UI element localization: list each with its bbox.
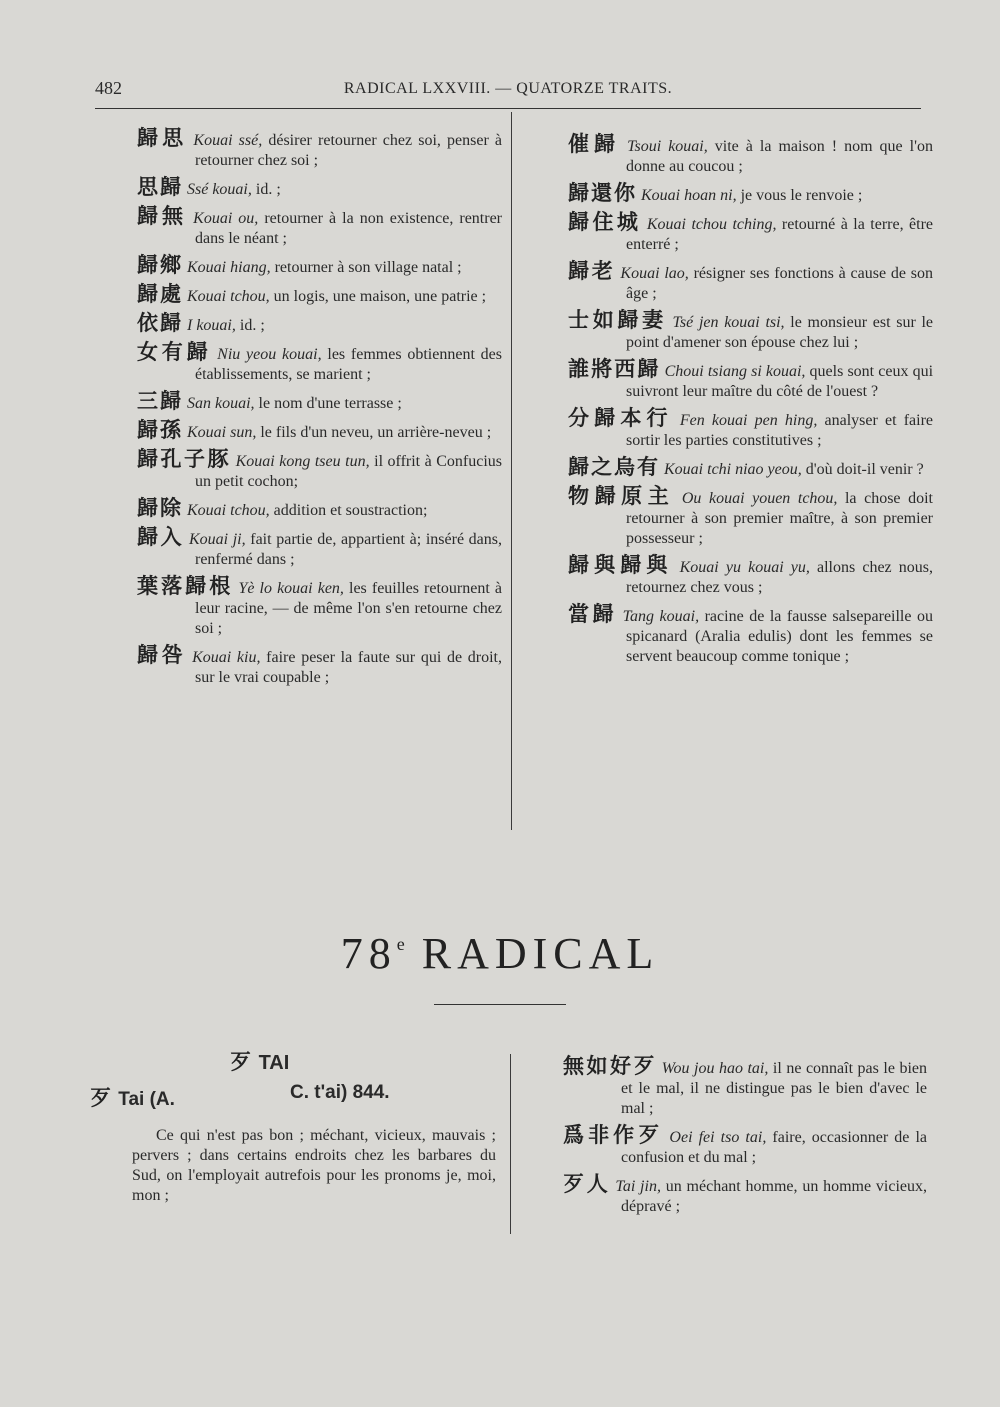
entry-definition: faire, occasionner de la confusion et du mal ; — [621, 1129, 928, 1166]
right-column — [568, 134, 933, 673]
tai-subheading — [90, 1082, 490, 1112]
dictionary-entry — [568, 408, 933, 451]
entry-hanzi: 女有歸 — [137, 340, 212, 364]
entry-hanzi: 歸入 — [137, 525, 185, 549]
entry-definition: allons chez nous, retournez chez vous ; — [626, 559, 933, 596]
entry-romanization: Oei fei tso tai, — [669, 1129, 767, 1146]
entry-romanization: Kouai tchou tching, — [646, 216, 777, 233]
entry-definition: id. ; — [235, 317, 265, 334]
dictionary-entry — [137, 498, 502, 521]
entry-hanzi: 葉落歸根 — [137, 574, 234, 598]
entry-definition: analyser et faire sortir les parties constitutives ; — [626, 412, 934, 449]
entry-hanzi: 催歸 — [568, 132, 621, 156]
entry-hanzi: 歸處 — [137, 282, 183, 306]
entry-definition: le fils d'un neveu, un arrière-neveu ; — [256, 424, 492, 441]
dictionary-entry — [137, 391, 502, 414]
entry-hanzi: 士如歸妻 — [568, 308, 667, 332]
dictionary-entry — [137, 420, 502, 443]
entry-definition: retourné à la terre, être enterré ; — [626, 216, 934, 253]
entry-romanization: Kouai lao, — [620, 265, 689, 282]
dictionary-entry — [568, 310, 933, 353]
entry-romanization: Choui tsiang si kouai, — [664, 363, 806, 380]
tai-entries-column — [563, 1056, 927, 1223]
tai-hanzi: 歹 — [230, 1050, 253, 1074]
entry-romanization: Ou kouai youen tchou, — [681, 490, 838, 507]
entry-definition: les femmes obtiennent des établissements, se marient ; — [195, 346, 503, 383]
entry-hanzi: 無如好歹 — [563, 1054, 658, 1078]
header-title: RADICAL LXXVIII. — QUATORZE TRAITS. — [343, 80, 673, 97]
entry-romanization: Kouai ji, — [188, 531, 246, 548]
tai-sub-code: C. t'ai) 844. — [290, 1082, 390, 1103]
entry-definition: il ne connaît pas le bien et le mal, il ne distingue pas le bien d'avec le mal ; — [621, 1060, 928, 1117]
entry-hanzi: 物歸原主 — [568, 484, 675, 508]
entry-definition: un logis, une maison, une patrie ; — [269, 288, 487, 305]
entry-definition: désirer retourner chez soi, penser à retourner chez soi ; — [195, 132, 503, 169]
entry-hanzi: 思歸 — [137, 175, 183, 199]
entry-romanization: Kouai kiu, — [192, 649, 261, 666]
entry-romanization: Tang kouai, — [622, 608, 700, 625]
entry-hanzi: 歸無 — [137, 204, 188, 228]
entry-definition: la chose doit retourner à son premier maître, à son premier possesseur ; — [626, 490, 933, 547]
dictionary-entry — [563, 1174, 927, 1217]
entry-romanization: Kouai ssé, — [193, 132, 263, 149]
entry-definition: le monsieur est sur le point d'amener son épouse chez lui ; — [626, 314, 934, 351]
entry-definition: il offrit à Confucius un petit cochon; — [195, 453, 503, 490]
entry-hanzi: 爲非作歹 — [563, 1123, 664, 1147]
dictionary-entry — [568, 212, 933, 255]
entry-hanzi: 歸除 — [137, 496, 183, 520]
dictionary-entry — [137, 576, 502, 639]
entry-hanzi: 歸住城 — [568, 210, 642, 234]
dictionary-entry — [568, 604, 933, 667]
entry-definition: je vous le renvoie ; — [736, 187, 863, 204]
tai-sub-hanzi: 歹 — [90, 1086, 113, 1110]
entry-romanization: Kouai hiang, — [187, 259, 271, 276]
dictionary-entry — [568, 134, 933, 177]
radical-section-title — [0, 928, 1000, 979]
dictionary-entry — [568, 183, 933, 206]
dictionary-entry — [137, 527, 502, 570]
entry-romanization: Niu yeou kouai, — [217, 346, 322, 363]
entry-hanzi: 歸還你 — [568, 181, 637, 205]
entry-definition: addition et soustraction; — [269, 502, 428, 519]
entry-hanzi: 歸思 — [137, 126, 188, 150]
entry-definition: faire peser la faute sur qui de droit, sur le vrai coupable ; — [195, 649, 503, 686]
tai-description: Ce qui n'est pas bon ; méchant, vicieux, mauvais ; pervers ; dans certains endroits chez les barbares du Sud, on l'employait autrefois pour les pronoms je, moi, mon ; — [132, 1127, 496, 1204]
dictionary-entry — [568, 359, 933, 402]
dictionary-entry — [137, 255, 502, 278]
entry-hanzi: 歸鄉 — [137, 253, 183, 277]
entry-hanzi: 分歸本行 — [568, 406, 673, 430]
entry-romanization: Wou jou hao tai, — [661, 1060, 769, 1077]
entry-romanization: I kouai, — [187, 317, 236, 334]
dictionary-entry — [137, 449, 502, 492]
entry-definition: id. ; — [251, 181, 281, 198]
tai-heading — [230, 1046, 289, 1076]
entry-hanzi: 歸之烏有 — [568, 455, 660, 479]
entry-romanization: Tsoui kouai, — [627, 138, 708, 155]
entry-hanzi: 歸老 — [568, 259, 616, 283]
left-column — [137, 128, 502, 694]
entry-definition: retourner à son village natal ; — [270, 259, 462, 276]
entry-romanization: Kouai tchou, — [187, 288, 270, 305]
dictionary-entry — [563, 1056, 927, 1119]
entry-romanization: Fen kouai pen hing, — [679, 412, 818, 429]
entry-romanization: Kouai tchi niao yeou, — [664, 461, 802, 478]
dictionary-entry — [568, 486, 933, 549]
dictionary-entry — [137, 342, 502, 385]
entry-hanzi: 三歸 — [137, 389, 183, 413]
entry-definition: racine de la fausse salsepareille ou spicanard (Aralia edulis) dont les femmes se servent beaucoup comme tonique ; — [626, 608, 933, 665]
column-divider — [511, 112, 512, 830]
title-rule — [434, 1004, 566, 1005]
dictionary-entry — [568, 261, 933, 304]
dictionary-entry — [137, 645, 502, 688]
dictionary-entry — [568, 555, 933, 598]
entry-hanzi: 歸孔子豚 — [137, 447, 232, 471]
entry-definition: un méchant homme, un homme vicieux, dépravé ; — [621, 1178, 927, 1215]
entry-hanzi: 誰將西歸 — [568, 357, 661, 381]
page-number: 482 — [95, 78, 122, 98]
entry-definition: retourner à la non existence, rentrer dans le néant ; — [195, 210, 503, 247]
tai-sub-text: Tai (A. — [118, 1089, 175, 1110]
entry-definition: les feuilles retournent à leur racine, — de même l'on s'en retourne chez soi ; — [195, 580, 502, 637]
entry-romanization: Kouai yu kouai yu, — [679, 559, 810, 576]
radical-number: 78 — [340, 929, 397, 978]
entry-hanzi: 歹人 — [563, 1172, 611, 1196]
entry-definition: fait partie de, appartient à; inséré dans, renfermé dans ; — [195, 531, 503, 568]
entry-romanization: Kouai kong tseu tun, — [235, 453, 370, 470]
column-divider-2 — [510, 1054, 511, 1234]
radical-word: RADICAL — [421, 929, 660, 978]
radical-number-suffix: e — [396, 934, 405, 954]
entry-hanzi: 依歸 — [137, 311, 183, 335]
dictionary-entry — [137, 177, 502, 200]
entry-romanization: Kouai tchou, — [187, 502, 270, 519]
running-head — [95, 76, 921, 109]
entry-romanization: Ssé kouai, — [187, 181, 252, 198]
entry-definition: résigner ses fonctions à cause de son âge ; — [626, 265, 934, 302]
dictionary-entry — [137, 206, 502, 249]
entry-definition: vite à la maison ! nom que l'on donne au coucou ; — [626, 138, 933, 175]
entry-romanization: Kouai hoan ni, — [641, 187, 737, 204]
entry-definition: d'où doit-il venir ? — [801, 461, 924, 478]
entry-hanzi: 歸孫 — [137, 418, 183, 442]
entry-definition: quels sont ceux qui suivront leur maître du côté de l'ouest ? — [626, 363, 934, 400]
dictionary-entry — [137, 128, 502, 171]
dictionary-entry — [563, 1125, 927, 1168]
tai-label: TAI — [258, 1052, 290, 1074]
dictionary-entry — [568, 457, 933, 480]
entry-hanzi: 歸與歸與 — [568, 553, 673, 577]
entry-romanization: Yè lo kouai ken, — [238, 580, 344, 597]
entry-definition: le nom d'une terrasse ; — [254, 395, 402, 412]
entry-romanization: Tai jin, — [615, 1178, 661, 1195]
entry-hanzi: 歸咎 — [137, 643, 187, 667]
entry-romanization: Kouai sun, — [187, 424, 257, 441]
dictionary-entry — [137, 284, 502, 307]
entry-hanzi: 當歸 — [568, 602, 618, 626]
entry-romanization: Tsé jen kouai tsi, — [672, 314, 785, 331]
dictionary-entry — [137, 313, 502, 336]
entry-romanization: San kouai, — [187, 395, 255, 412]
entry-romanization: Kouai ou, — [193, 210, 259, 227]
